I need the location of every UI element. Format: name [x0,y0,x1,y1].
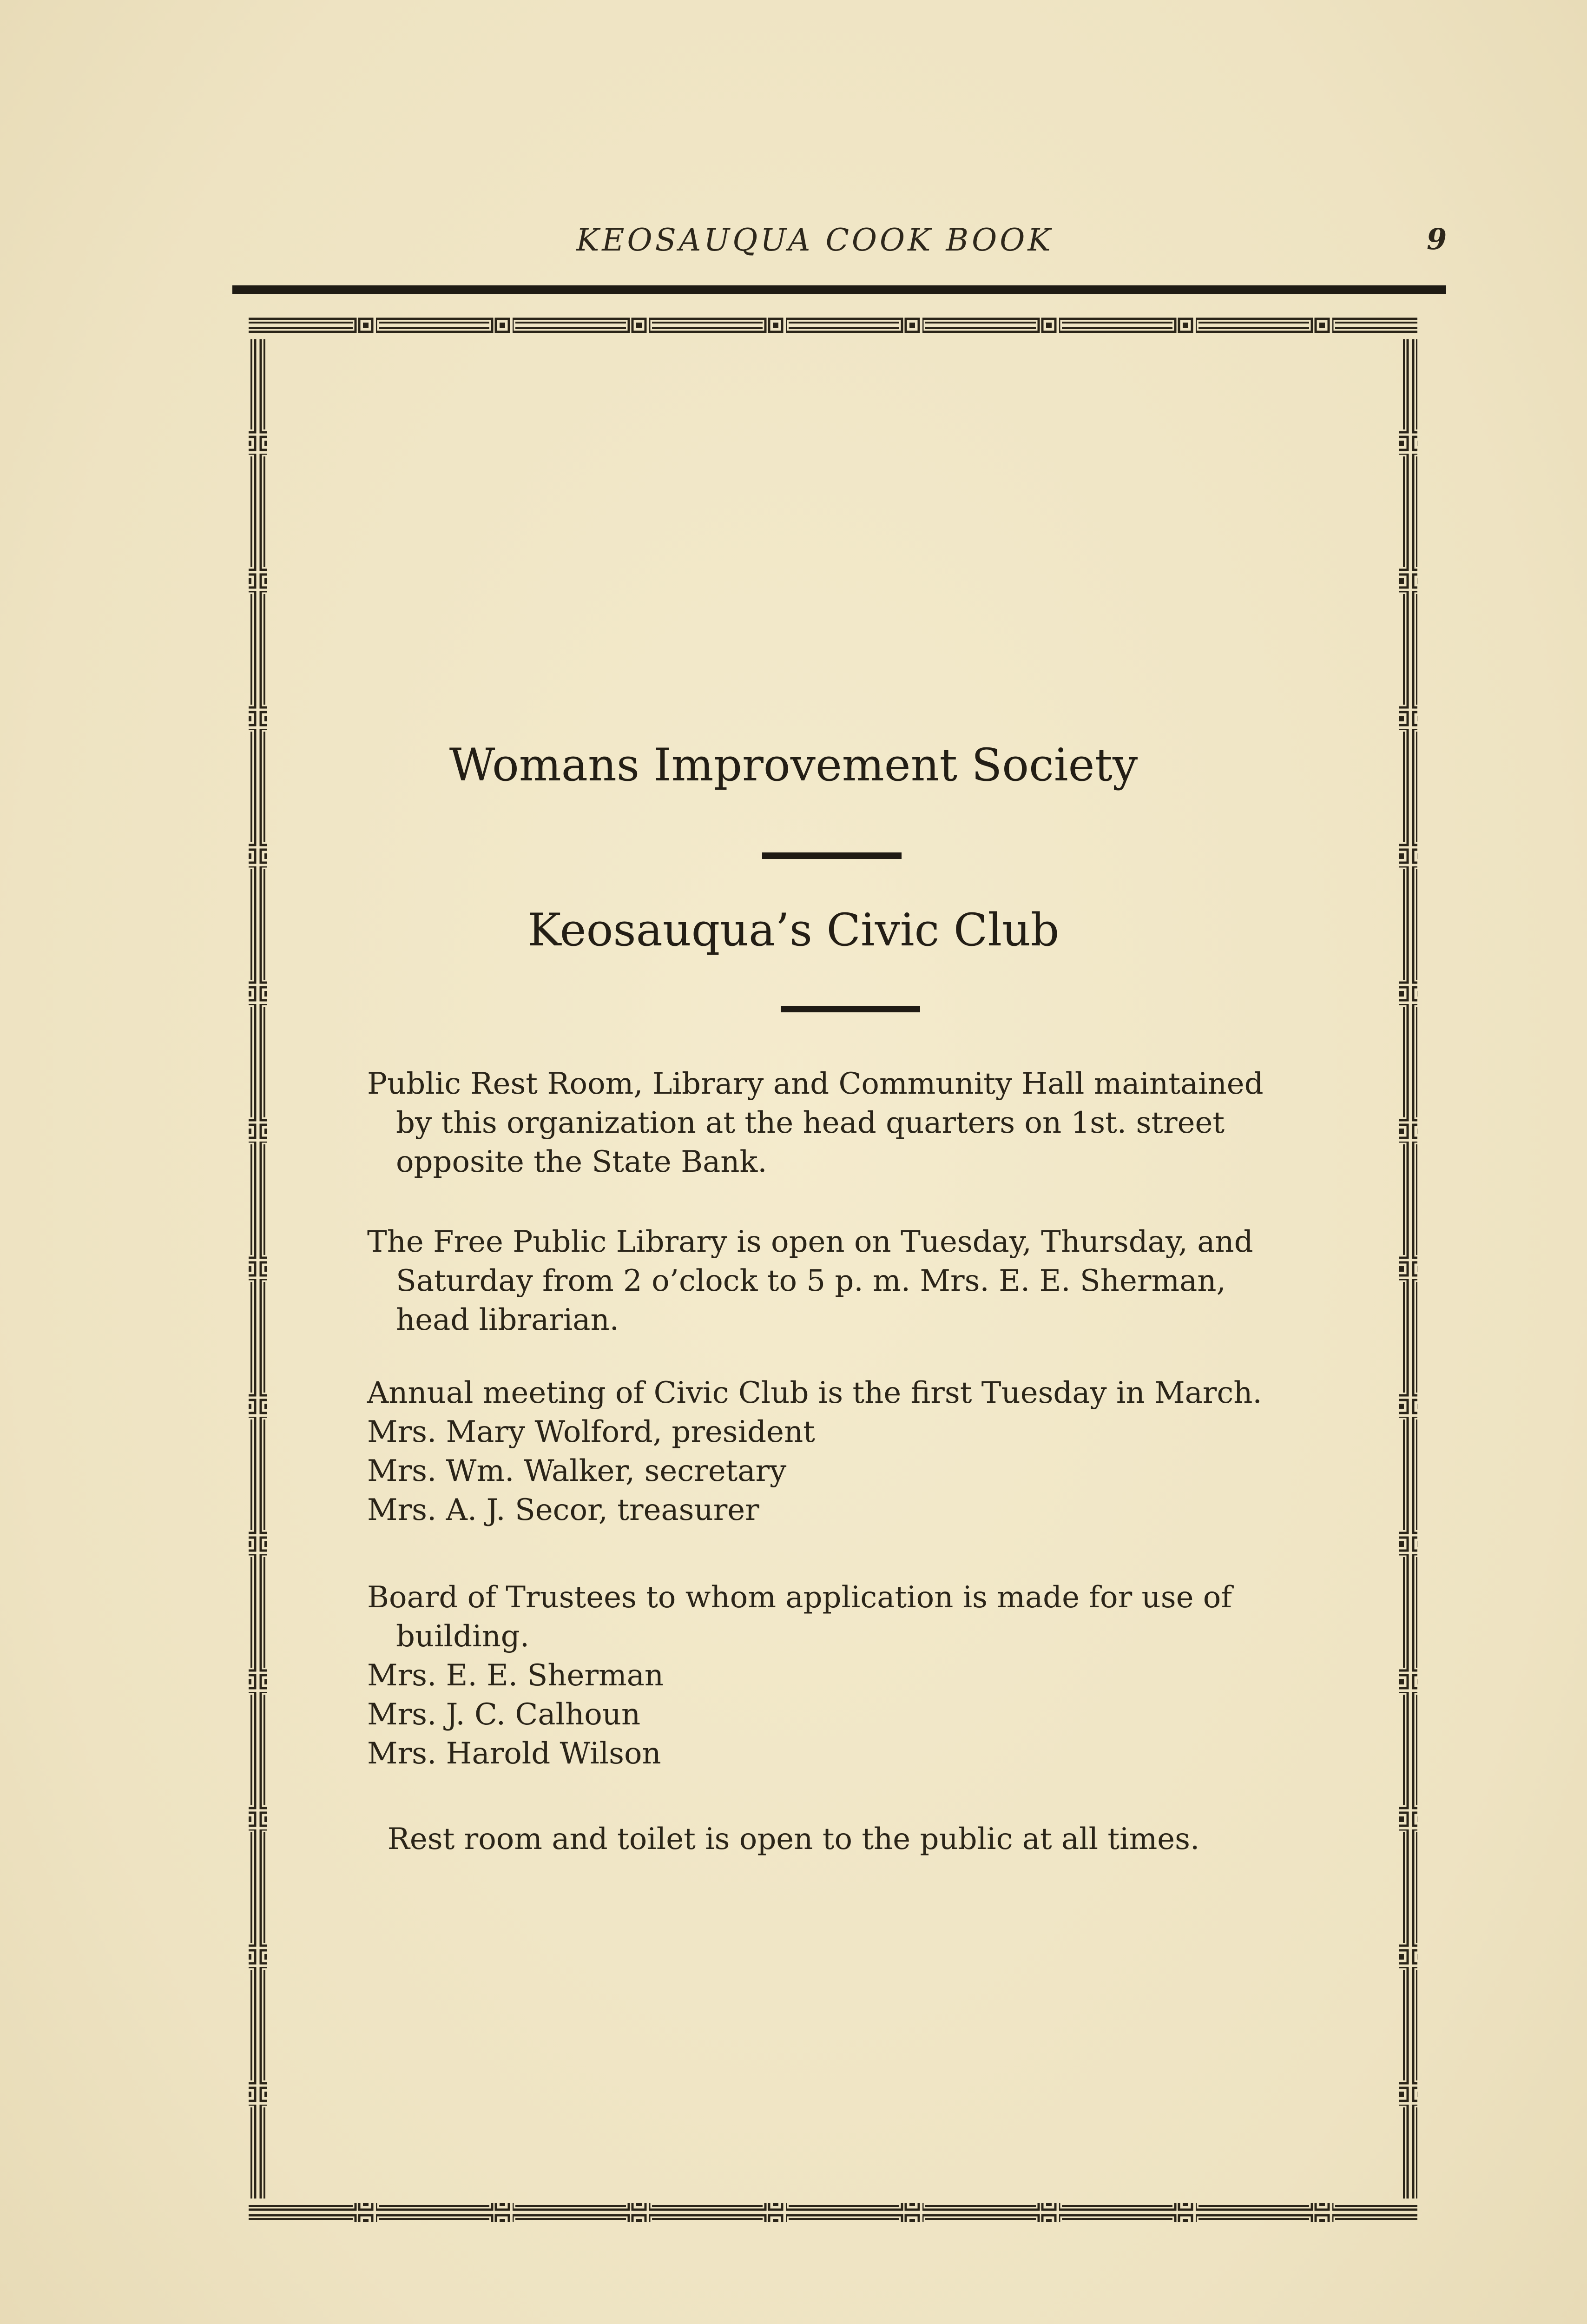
border-left [249,339,267,2199]
officers-block [367,1373,1297,1530]
header-rule [232,285,1446,294]
civic-club-title: Keosauqua’s Civic Club [527,904,1060,956]
title-rule-1 [762,852,902,859]
annual-meeting-text: Annual meeting of Civic Club is the first Tuesday in March. [367,1376,1262,1410]
page-number: 9 [1427,222,1447,256]
library-paragraph [367,1222,1297,1340]
trustee-2: Mrs. J. C. Calhoun [367,1697,641,1732]
officer-treasurer: Mrs. A. J. Secor, treasurer [367,1493,759,1527]
border-right [1399,339,1417,2199]
trustee-1: Mrs. E. E. Sherman [367,1658,664,1693]
rest-room-text: Public Rest Room, Library and Community Hall maintained by this organization at the head quarters on 1st. street opposite the State Bank. [367,1067,1264,1179]
library-text: The Free Public Library is open on Tuesday, Thursday, and Saturday from 2 o’clock to 5 p. m. Mrs. E. E. Sherman, head librarian. [367,1225,1253,1337]
officer-secretary: Mrs. Wm. Walker, secretary [367,1454,787,1488]
trustee-3: Mrs. Harold Wilson [367,1736,661,1771]
border-top [249,316,1417,335]
trustees-block [367,1578,1297,1773]
rest-room-paragraph [367,1064,1297,1182]
society-title: Womans Improvement Society [449,739,1138,791]
closing-note: Rest room and toilet is open to the public at all times. [387,1822,1200,1856]
board-intro-text: Board of Trustees to whom application is made for use of building. [367,1580,1232,1654]
border-bottom [249,2203,1417,2222]
officer-president: Mrs. Mary Wolford, president [367,1415,815,1449]
title-rule-2 [781,1006,920,1012]
running-head: KEOSAUQUA COOK BOOK [576,222,1054,258]
